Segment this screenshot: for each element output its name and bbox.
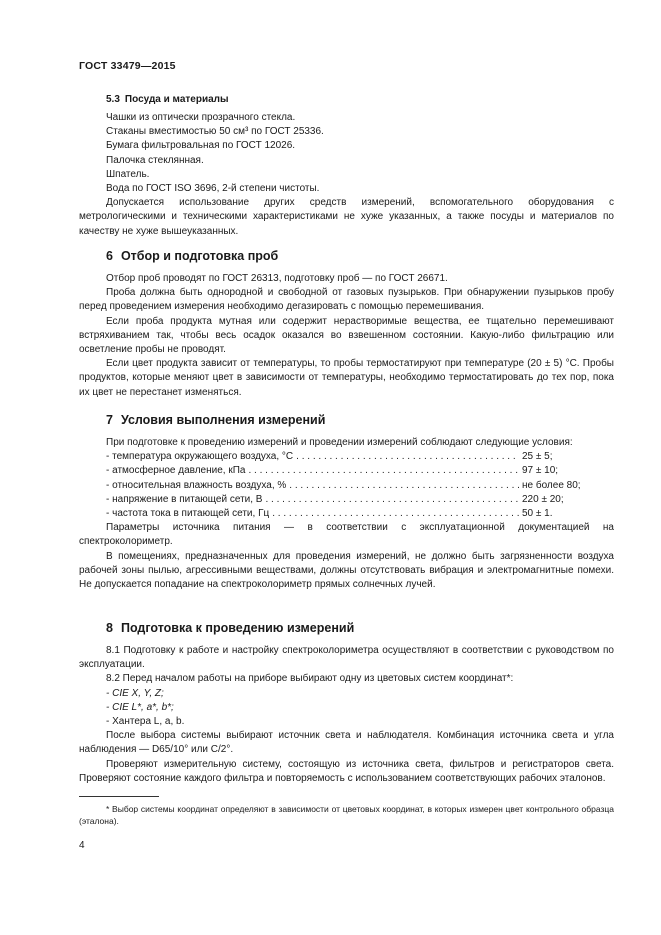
page-number: 4	[79, 840, 85, 851]
material-line: Шпатель.	[106, 168, 150, 180]
paragraph: Допускается использование других средств измерений, вспомогательного оборудования с метрологическими и техническими характеристиками не хуже указанных, а также посуды и материалов по качеству не хуже вышеуказанных.	[79, 197, 614, 237]
condition-row	[79, 493, 614, 507]
paragraph: Если цвет продукта зависит от температуры, то пробы термостатируют при температуре (20 ± 5) °С. Пробы продуктов, которые меняют цвет в зависимости от температуры, необходимо термостатировать до тех пор, пока их цвет не перестанет изменяться.	[79, 358, 614, 398]
section-title: Отбор и подготовка проб	[120, 249, 279, 263]
document-code: ГОСТ 33479—2015	[79, 60, 176, 72]
leader-dots	[248, 464, 519, 478]
condition-row	[79, 507, 614, 521]
condition-row	[79, 464, 614, 478]
section-title: Подготовка к проведению измерений	[120, 621, 355, 635]
section-7	[79, 412, 614, 592]
condition-label: - частота тока в питающей сети, Гц	[106, 508, 270, 520]
section-number: 7	[106, 413, 113, 427]
paragraph: Если проба продукта мутная или содержит нерастворимые вещества, ее тщательно перемешивают встряхиванием так, чтобы весь осадок оказался во взвешенном состоянии. Какую-либо фильтрацию или осветление пробы не проводят.	[79, 315, 614, 356]
condition-value: 97 ± 10;	[522, 465, 559, 477]
condition-value: 220 ± 20;	[522, 493, 564, 505]
condition-value: 50 ± 1.	[522, 508, 553, 520]
condition-value: 25 ± 5;	[522, 451, 553, 463]
subsection-title: Посуда и материалы	[124, 94, 229, 105]
paragraph: Проба должна быть однородной и свободной от газовых пузырьков. При обнаружении пузырьков пробу перед проведением измерения необходимо дегазировать с помощью перемешивания.	[79, 287, 614, 313]
leader-dots	[265, 493, 519, 507]
material-line: Стаканы вместимостью 50 см³ по ГОСТ 25336.	[106, 126, 324, 138]
condition-label: - атмосферное давление, кПа	[106, 465, 246, 477]
condition-label: - температура окружающего воздуха, °С	[106, 451, 294, 463]
material-line: Чашки из оптически прозрачного стекла.	[106, 112, 296, 123]
color-system-item: - CIE X, Y, Z;	[106, 687, 164, 699]
section-number: 6	[106, 249, 113, 263]
condition-value: не более 80;	[522, 479, 581, 491]
section-6	[79, 248, 614, 400]
paragraph: Параметры источника питания — в соответствии с эксплуатационной документацией на спектроколориметр.	[79, 522, 614, 548]
color-system-item: - CIE L*, a*, b*;	[106, 701, 174, 713]
paragraph: Отбор проб проводят по ГОСТ 26313, подготовку проб — по ГОСТ 26671.	[106, 273, 448, 284]
paragraph: После выбора системы выбирают источник света и наблюдателя. Комбинация источника света и угла наблюдения — D65/10° или С/2°.	[79, 730, 614, 756]
material-line: Бумага фильтровальная по ГОСТ 12026.	[106, 140, 296, 152]
section-number: 8	[106, 621, 113, 635]
subsection-number: 5.3	[106, 94, 120, 105]
leader-dots	[296, 450, 519, 464]
condition-row	[79, 450, 614, 464]
paragraph: 8.1 Подготовку к работе и настройку спектроколориметра осуществляют в соответствии с руководством по эксплуатации.	[79, 645, 614, 671]
section-5-3	[79, 93, 614, 239]
leader-dots	[272, 507, 519, 521]
leader-dots	[289, 479, 519, 493]
footnote: * Выбор системы координат определяют в зависимости от цветовых координат, в которых измерен цвет контрольного образца (эталона).	[79, 804, 614, 826]
paragraph: 8.2 Перед началом работы на приборе выбирают одну из цветовых систем координат*:	[106, 673, 514, 685]
paragraph: При подготовке к проведению измерений и проведении измерений соблюдают следующие условия:	[106, 437, 573, 448]
paragraph: Проверяют измерительную систему, состоящую из источника света, фильтров и регистраторов света. Проверяют состояние каждого фильтра и повторяемость с использованием соответствующих рабочих эталонов.	[79, 758, 614, 784]
section-8	[79, 620, 614, 786]
condition-label: - напряжение в питающей сети, В	[106, 493, 263, 505]
material-line: Вода по ГОСТ ISO 3696, 2-й степени чистоты.	[106, 183, 320, 195]
material-line: Палочка стеклянная.	[106, 154, 204, 166]
section-title: Условия выполнения измерений	[120, 413, 326, 427]
paragraph: В помещениях, предназначенных для проведения измерений, не должно быть загрязненности воздуха рабочей зоны пылью, агрессивными веществами, должны отсутствовать вибрация и электромагнитные помехи. Не допускается попадание на спектроколориметр прямых солнечных лучей.	[79, 550, 614, 591]
subsection-heading	[79, 93, 614, 107]
footnote-divider	[79, 796, 159, 797]
section-heading	[79, 412, 614, 428]
condition-row	[79, 479, 614, 493]
condition-label: - относительная влажность воздуха, %	[106, 479, 287, 491]
section-heading	[79, 248, 614, 264]
section-heading	[79, 620, 614, 636]
color-system-item: - Хантера L, a, b.	[106, 716, 185, 728]
